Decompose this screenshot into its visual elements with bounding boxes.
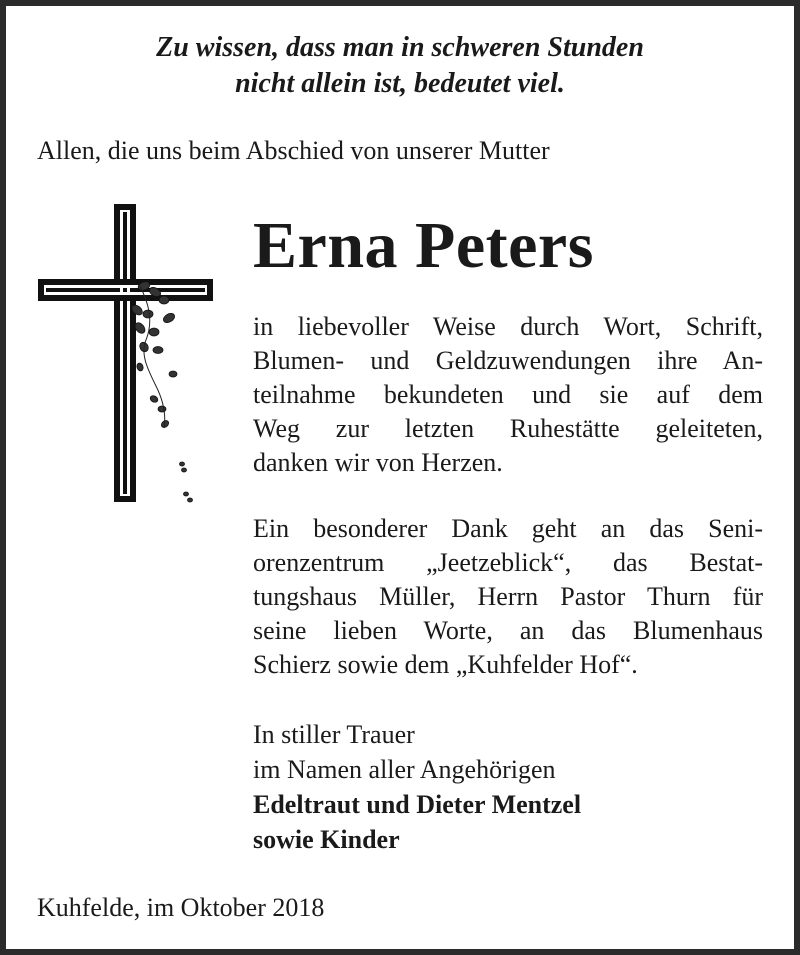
motto-line-2: nicht allein ist, bedeutet viel.	[235, 68, 565, 99]
place-and-date: Kuhfelde, im Oktober 2018	[37, 893, 325, 922]
mourning-line: In stiller Trauer	[253, 720, 415, 749]
paragraph-line: Blumen- und Geldzuwendungen ihre An-	[253, 346, 763, 375]
thanks-paragraph	[253, 310, 763, 480]
paragraph-line: orenzentrum „Jeetzeblick“, das Bestat-	[253, 548, 763, 577]
deceased-name: Erna Peters	[253, 209, 594, 282]
signature-block	[253, 717, 581, 857]
motto-line-1: Zu wissen, dass man in schweren Stunden	[156, 32, 644, 63]
special-thanks-paragraph	[253, 512, 763, 682]
paragraph-line: Schierz sowie dem „Kuhfelder Hof“.	[253, 650, 638, 679]
paragraph-line: Ein besonderer Dank geht an das Seni-	[253, 514, 763, 543]
intro-text: Allen, die uns beim Abschied von unserer Mutter	[37, 136, 550, 165]
signatory-names: Edeltraut und Dieter Mentzel	[253, 790, 582, 819]
paragraph-line: tungshaus Müller, Herrn Pastor Thurn für	[253, 582, 763, 611]
paragraph-line: in liebevoller Weise durch Wort, Schrift,	[253, 312, 763, 341]
motto	[0, 30, 800, 102]
cross-with-leaves-icon	[36, 202, 216, 512]
paragraph-line: danken wir von Herzen.	[253, 448, 503, 477]
signatory-children: sowie Kinder	[253, 825, 400, 854]
relatives-line: im Namen aller Angehörigen	[253, 755, 556, 784]
paragraph-line: Weg zur letzten Ruhestätte geleiteten,	[253, 414, 763, 443]
paragraph-line: seine lieben Worte, an das Blumenhaus	[253, 616, 763, 645]
paragraph-line: teilnahme bekundeten und sie auf dem	[253, 380, 763, 409]
